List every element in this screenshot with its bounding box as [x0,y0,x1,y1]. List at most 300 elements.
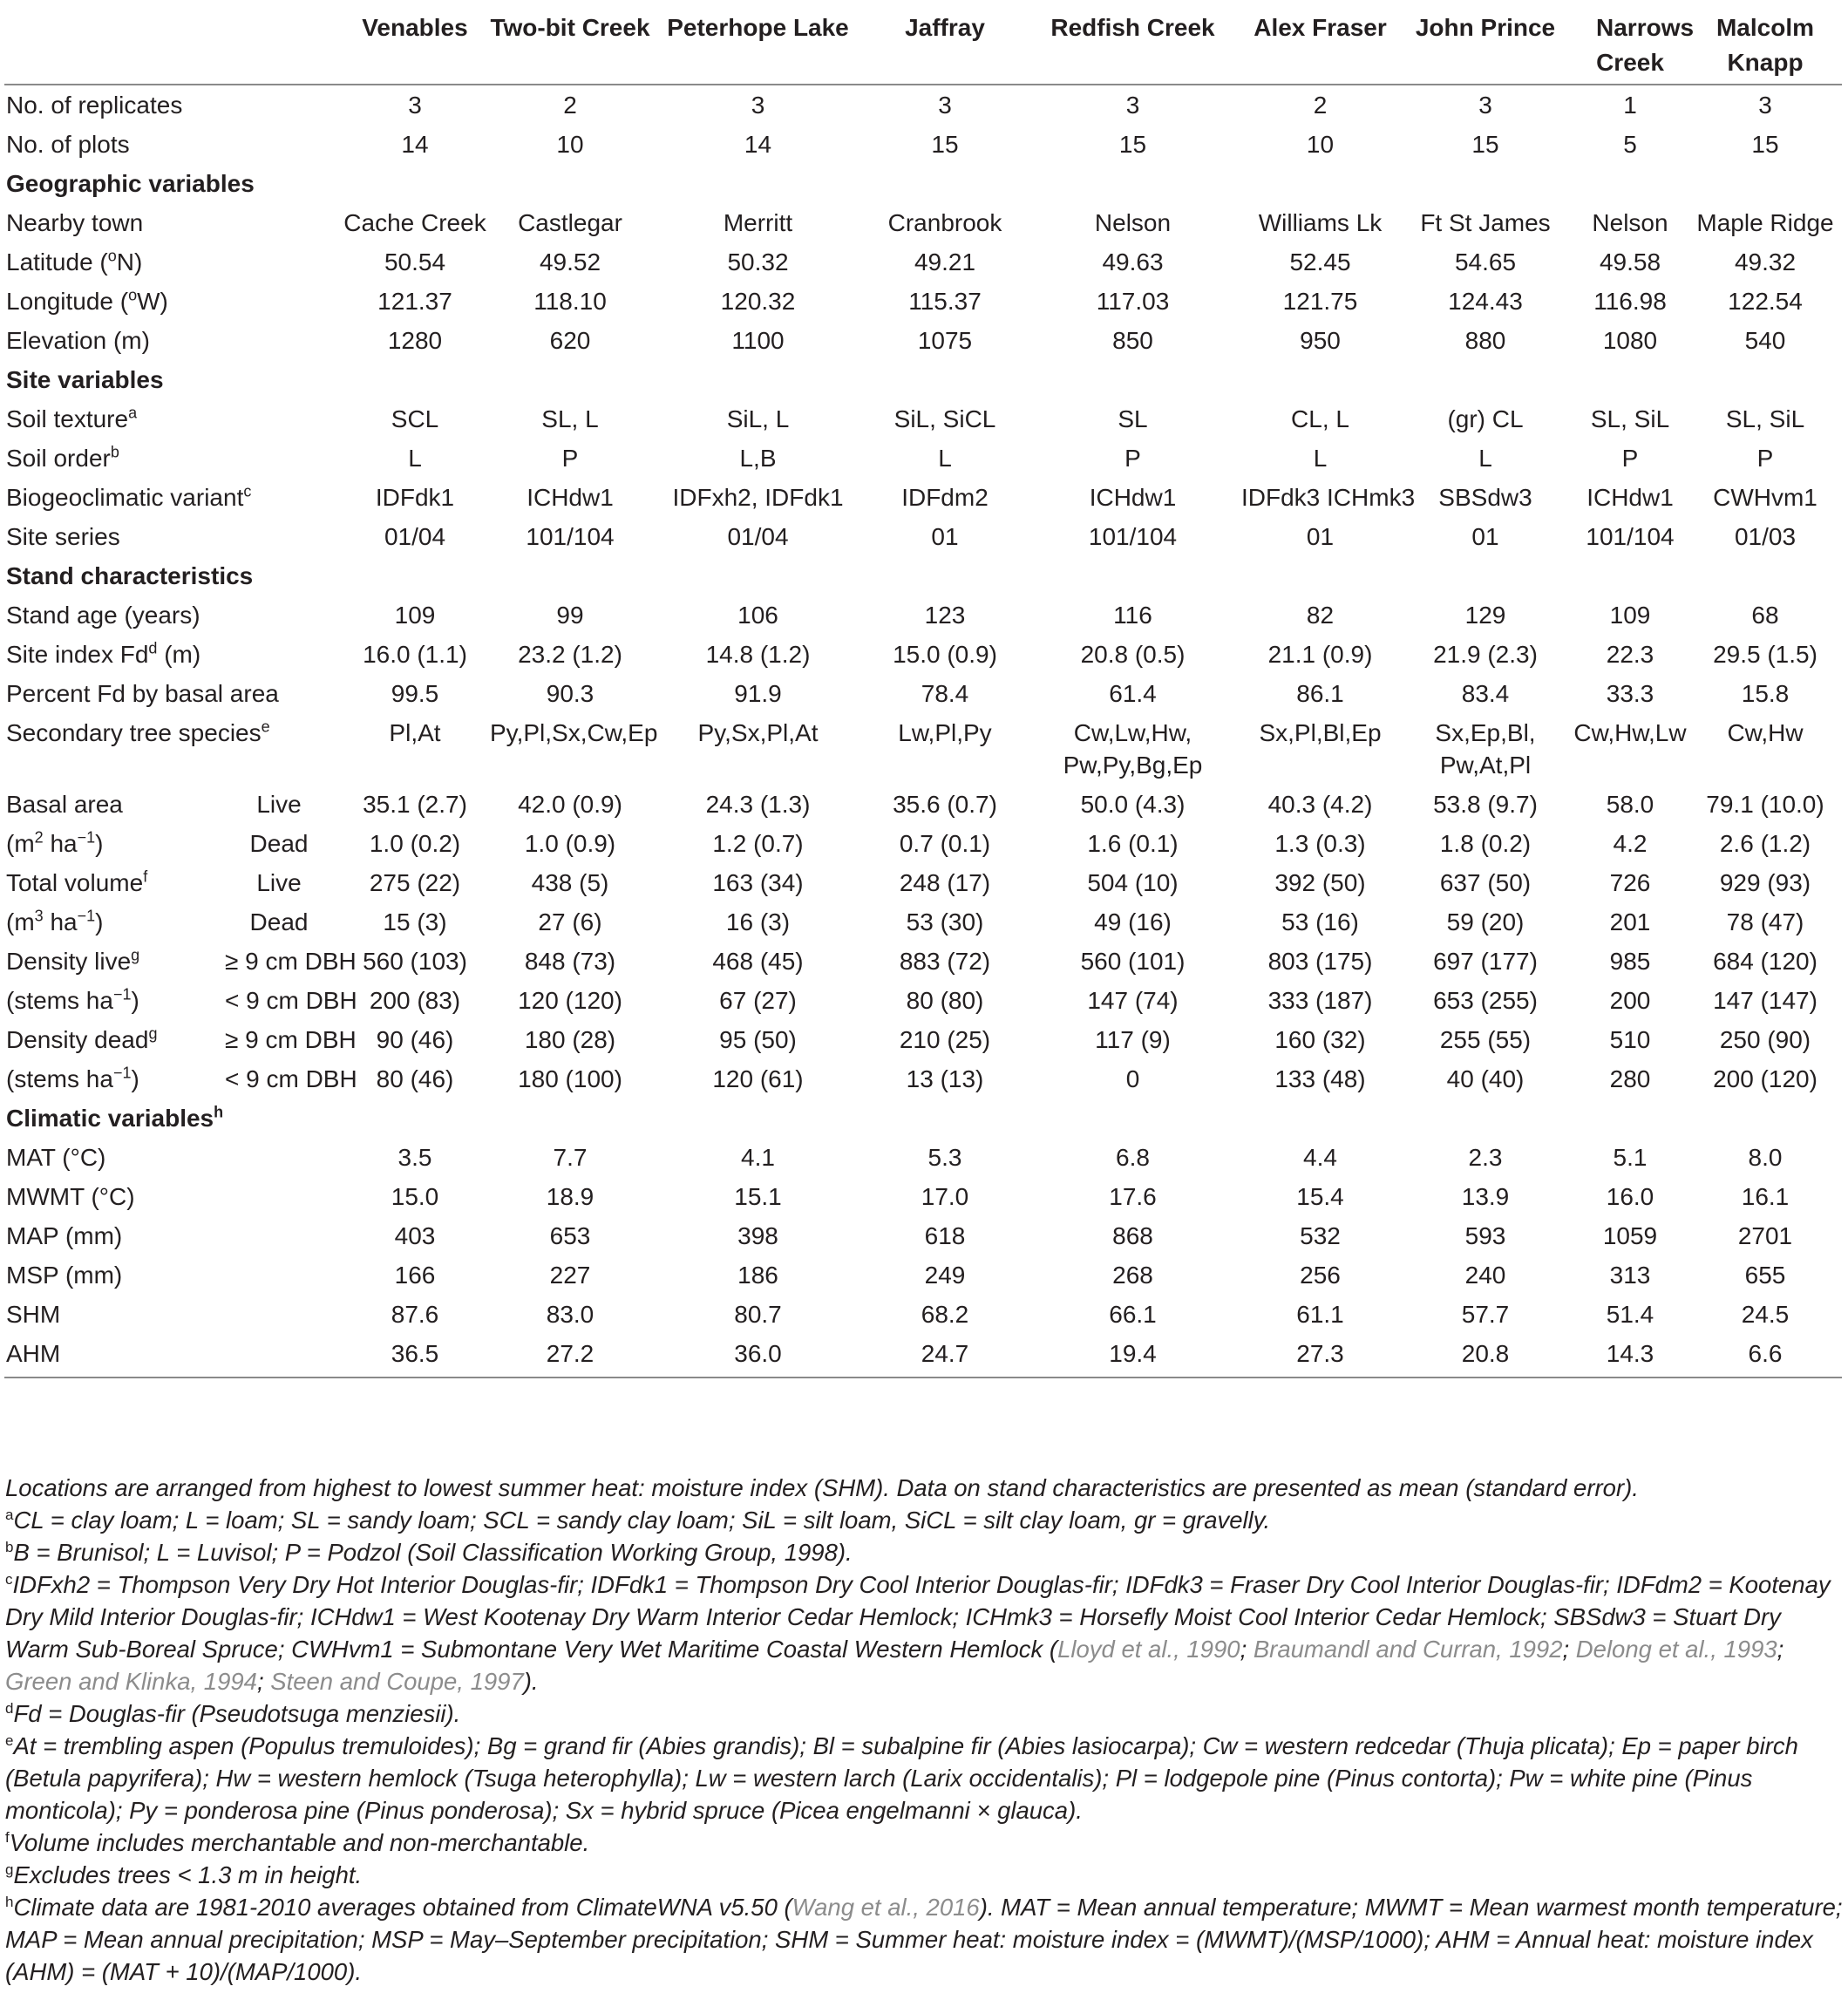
table-cell: SBSdw3 [1438,484,1532,511]
table-cell: 255 (55) [1439,1026,1532,1053]
footnote-mark: f [5,1828,10,1846]
row-sublabel: Dead [249,908,309,935]
table-cell: Lw,Pl,Py [898,719,992,746]
table-cell: 6.8 [1116,1144,1150,1171]
table-cell: 18.9 [546,1183,594,1210]
table-cell: 01 [1471,523,1499,550]
footnote-mark: d [5,1699,14,1717]
table-cell: 5.1 [1613,1144,1648,1171]
row-label [4,478,340,517]
table-cell: P [1756,445,1774,472]
row-label-text: ) [131,987,139,1014]
table-row [4,1020,1842,1059]
section-heading [4,556,1842,595]
footnote-mark: c [5,1570,13,1588]
table-cell: 120 (120) [518,987,622,1014]
table-cell: 13 (13) [906,1065,984,1092]
table-cell: 200 [1609,987,1651,1014]
row-label-text: W) [137,288,168,315]
table-cell: L,B [739,445,777,472]
table-cell: 87.6 [391,1301,439,1328]
footnote-text: IDFxh2 = Thompson Very Dry Hot Interior Douglas-fir; IDFdk1 = Thompson Dry Cool Interior Douglas-fir; IDFdk3 = Fraser Dry Cool Interior Douglas-fir; IDFdm2 = Kootenay Dry Mild Interior Douglas-fir; ICHdw1 = West Kootenay Dry Warm Interior Cedar Hemlock; ICHmk3 = Horsefly Moist Cool Interior Cedar Hemlock; SBSdw3 = Stuart Dry Warm Sub-Boreal Spruce; CWHvm1 = Submontane Very Wet Maritime Coastal Western Hemlock ( [5,1571,1831,1663]
table-cell: 20.8 (0.5) [1080,641,1186,668]
table-cell: 510 [1609,1026,1651,1053]
table-cell: 80.7 [734,1301,782,1328]
table-cell: 27.2 [490,1334,650,1378]
table-footnotes [5,1472,1843,1988]
table-cell: 1.6 (0.1) [1087,830,1179,857]
table-cell: 4.2 [1613,830,1648,857]
row-label [4,1255,340,1295]
table-cell: 16.1 [1741,1183,1790,1210]
table-cell: L [1313,445,1328,472]
row-label-text: MAT (°C) [6,1144,106,1171]
separator: ; [1240,1636,1254,1663]
table-cell: 79.1 (10.0) [1706,791,1824,818]
table-cell: 117.03 [1096,288,1170,315]
col-header: Venables [340,7,490,85]
table-row [4,282,1842,321]
table-cell: 655 [1744,1262,1786,1289]
table-cell: 101/104 [1088,523,1178,550]
row-label [4,1295,340,1334]
table-row [4,902,1842,942]
table-cell: 40.3 (4.2) [1267,791,1373,818]
table-cell: Cw,Hw [1727,719,1804,746]
footnote-intro: Locations are arranged from highest to lowest summer heat: moisture index (SHM). Data on stand characteristics are presented as mean (standard error). [5,1474,1639,1501]
table-cell: 24.3 (1.3) [705,791,811,818]
table-row [4,1138,1842,1177]
table-cell: 438 (5) [531,869,609,896]
table-body [4,85,1842,1378]
table-row [4,85,1842,125]
row-label-text: MSP (mm) [6,1262,123,1289]
table-cell: 249 [924,1262,966,1289]
table-cell: 118.10 [533,288,607,315]
table-cell: 66.1 [1109,1301,1157,1328]
table-cell: Sx,Ep,Bl, Pw,At,Pl [1435,719,1536,779]
table-cell: 15 [1751,131,1779,158]
table-cell: 99.5 [391,680,439,707]
header-blank [4,7,340,85]
table-cell: 14 [744,131,772,158]
table-cell: 68.2 [921,1301,969,1328]
table-cell: 116 [1113,602,1152,629]
table-cell: 1280 [387,327,443,354]
footnote-mark: b [110,443,119,461]
row-label [4,1059,218,1099]
footnote-mark: f [143,867,148,886]
row-label [4,517,340,556]
table-row [4,1334,1842,1378]
table-cell: 15 [931,131,959,158]
row-label [4,902,218,942]
table-cell: 58.0 [1606,791,1654,818]
table-cell: 15 [1118,131,1147,158]
table-cell: Castlegar [518,209,622,236]
table-cell: 52.45 [1289,248,1351,276]
footnote-mark: b [5,1538,14,1555]
row-label [4,399,340,439]
reference-link[interactable]: Delong et al., 1993 [1575,1636,1777,1663]
row-label-text: Total volume [6,869,144,896]
table-cell: 27.3 [1241,1334,1399,1378]
table-cell: 101/104 [1586,523,1675,550]
row-sublabel: < 9 cm DBH [225,987,357,1014]
superscript: −1 [112,985,132,1003]
table-row [4,981,1842,1020]
table-cell: 180 (100) [518,1065,622,1092]
footnote-mark: g [5,1861,14,1878]
footnote-text: Climate data are 1981-2010 averages obtained from ClimateWNA v5.50 ( [13,1894,792,1921]
table-cell: 2.6 (1.2) [1719,830,1811,857]
site-characteristics-table [4,7,1842,1378]
table-cell: 01 [1306,523,1335,550]
table-cell: Cw,Lw,Hw, Pw,Py,Bg,Ep [1063,719,1203,779]
table-cell: 1 [1623,92,1637,119]
reference-link[interactable]: Braumandl and Curran, 1992 [1253,1636,1563,1663]
superscript: d [148,639,158,657]
table-cell: 49 (16) [1094,908,1172,935]
row-label-text: No. of plots [6,131,130,158]
table-cell: 49.58 [1599,248,1661,276]
footnote-mark: h [214,1103,224,1121]
table-cell: 14.8 (1.2) [705,641,811,668]
table-cell: 23.2 (1.2) [518,641,622,668]
table-cell: 17.6 [1109,1183,1157,1210]
col-header: Malcolm Knapp [1688,7,1842,85]
table-cell: 42.0 (0.9) [518,791,622,818]
table-cell: 19.4 [1024,1334,1241,1378]
table-cell: 99 [556,602,584,629]
section-heading [4,164,1842,203]
table-cell: P [1621,445,1639,472]
row-sublabel: Live [256,869,302,896]
row-label [4,1177,340,1216]
table-cell: 49.52 [539,248,601,276]
table-row [4,1059,1842,1099]
table-row [4,1255,1842,1295]
section-label: Stand characteristics [6,562,254,589]
table-cell: SiL, L [726,405,790,432]
table-cell: 210 (25) [899,1026,991,1053]
row-label-text: (stems ha [6,1065,113,1092]
table-cell: 1075 [917,327,973,354]
row-label [4,674,340,713]
table-row [4,125,1842,164]
table-cell: 29.5 (1.5) [1713,641,1817,668]
row-label-text: Biogeoclimatic variant [6,484,244,511]
footnote-text: Volume includes merchantable and non-merchantable. [9,1829,590,1856]
table-cell: SL, SiL [1725,405,1805,432]
superscript: −1 [112,1064,132,1082]
table-cell: 848 (73) [524,948,616,975]
row-label-text: Density live [6,948,132,975]
row-label [4,785,218,824]
table-cell: Williams Lk [1258,209,1383,236]
footnote-g [5,1859,1843,1891]
reference-link[interactable]: Wang et al., 2016 [792,1894,980,1921]
table-cell: 49.21 [914,248,976,276]
table-cell: SL [1118,405,1148,432]
table-cell: L [408,445,422,472]
table-cell: 91.9 [734,680,782,707]
table-cell: 49.32 [1734,248,1797,276]
table-cell: 116.98 [1593,288,1667,315]
footnote-mark: g [131,946,140,964]
superscript: o [107,247,117,265]
section-label: Climatic variables [6,1105,214,1132]
table-cell: 15.1 [734,1183,782,1210]
table-cell: 49.63 [1102,248,1164,276]
table-cell: Nelson [1094,209,1172,236]
row-label-text: MAP (mm) [6,1222,123,1249]
table-cell: 618 [924,1222,966,1249]
table-cell: 24.7 [866,1334,1024,1378]
table-cell: 36.0 [650,1334,866,1378]
row-label-text: (m [6,908,35,935]
table-row [4,399,1842,439]
table-row [4,439,1842,478]
table-cell: Sx,Pl,Bl,Ep [1259,719,1382,746]
table-row [4,478,1842,517]
row-label [4,203,340,242]
row-label-text: ) [95,908,104,935]
table-row [4,242,1842,282]
table-cell: 129 [1464,602,1506,629]
table-cell: 15 (3) [383,908,447,935]
table-cell: 01 [931,523,959,550]
reference-link[interactable]: Green and Klinka, 1994 [5,1668,257,1695]
table-cell: 803 (175) [1267,948,1373,975]
table-cell: 10 [556,131,584,158]
table-row [4,863,1842,902]
table-cell: 14 [401,131,429,158]
reference-link[interactable]: Steen and Coupe, 1997 [270,1668,524,1695]
table-cell: 15.0 (0.9) [893,641,997,668]
table-cell: 67 (27) [719,987,797,1014]
table-cell: 532 [1300,1222,1341,1249]
table-cell: 115.37 [908,288,982,315]
table-cell: Pl,At [389,719,441,746]
table-row [4,785,1842,824]
table-cell: 850 [1112,327,1153,354]
row-sublabel: < 9 cm DBH [225,1065,357,1092]
table-row [4,203,1842,242]
row-label [4,85,340,125]
table-cell: 684 (120) [1713,948,1817,975]
footnote-c [5,1568,1843,1697]
row-label-text: Longitude ( [6,288,129,315]
reference-link[interactable]: Lloyd et al., 1990 [1057,1636,1240,1663]
table-cell: 90 (46) [376,1026,454,1053]
table-cell: 120.32 [720,288,796,315]
table-row [4,635,1842,674]
table-cell: 61.1 [1296,1301,1344,1328]
table-cell: 398 [737,1222,778,1249]
table-cell: 101/104 [526,523,615,550]
table-cell: 33.3 [1606,680,1654,707]
footnote-mark: g [148,1024,158,1043]
table-cell: 2 [1313,92,1328,119]
table-cell: 68 [1751,602,1779,629]
row-label [4,125,340,164]
table-cell: 280 [1609,1065,1651,1092]
table-cell: 1.0 (0.9) [524,830,616,857]
row-label-text: (m) [157,641,201,668]
table-cell: 880 [1464,327,1506,354]
table-cell: 122.54 [1728,288,1803,315]
table-cell: 53 (30) [906,908,984,935]
table-cell: SL, L [541,405,599,432]
table-cell: 0 [1125,1065,1140,1092]
table-cell: 106 [737,602,778,629]
table-cell: 2701 [1737,1222,1793,1249]
table-cell: 1.8 (0.2) [1439,830,1532,857]
table-cell: Nelson [1592,209,1668,236]
table-cell: 22.3 [1606,641,1654,668]
table-cell: 01/04 [384,523,446,550]
table-cell: Cw,Hw,Lw [1573,719,1687,746]
table-cell: 392 (50) [1274,869,1366,896]
row-label-text: ) [131,1065,139,1092]
table-cell: 1059 [1602,1222,1658,1249]
table-cell: 1.3 (0.3) [1274,830,1366,857]
table-cell: Ft St James [1420,209,1551,236]
table-cell: 929 (93) [1719,869,1811,896]
table-cell: 83.4 [1461,680,1510,707]
table-cell: 59 (20) [1446,908,1525,935]
table-row [4,556,1842,595]
table-cell: 16.0 [1606,1183,1654,1210]
row-label [4,282,340,321]
table-cell: 14.3 [1572,1334,1688,1378]
table-cell: P [561,445,579,472]
row-sublabel: ≥ 9 cm DBH [225,1026,357,1053]
footnote-text: Excludes trees < 1.3 m in height. [13,1861,363,1888]
table-cell: 186 [737,1262,778,1289]
table-cell: 256 [1300,1262,1341,1289]
table-cell: 333 (187) [1267,987,1373,1014]
table-cell: L [938,445,952,472]
row-label [4,1020,218,1059]
table-row [4,1177,1842,1216]
row-label [4,1216,340,1255]
table-cell: Py,Pl,Sx,Cw,Ep [490,719,658,746]
table-cell: 2.3 [1468,1144,1503,1171]
footnote-h [5,1891,1843,1988]
row-label-text: N) [116,248,143,276]
table-cell: 1080 [1602,327,1658,354]
table-cell: 16 (3) [725,908,791,935]
table-cell: 7.7 [553,1144,588,1171]
table-row [4,674,1842,713]
table-cell: 166 [394,1262,436,1289]
row-label-text: Soil texture [6,405,129,432]
table-cell: 61.4 [1109,680,1157,707]
col-header: Two-bit Creek [490,7,650,85]
row-label [4,635,340,674]
table-cell: 4.4 [1303,1144,1337,1171]
table-cell: 20.8 [1399,1334,1572,1378]
table-row [4,1216,1842,1255]
table-cell: 950 [1300,327,1341,354]
table-cell: 50.0 (4.3) [1080,791,1186,818]
table-cell: ICHdw1 [1586,484,1674,511]
table-cell: 21.9 (2.3) [1433,641,1538,668]
table-row [4,321,1842,360]
table-cell: 4.1 [741,1144,775,1171]
row-label-text: SHM [6,1301,61,1328]
table-cell: 13.9 [1461,1183,1510,1210]
table-cell: 6.6 [1688,1334,1842,1378]
table-cell: 227 [549,1262,591,1289]
header-row [4,7,1842,85]
table-row [4,595,1842,635]
table-cell: 01/03 [1734,523,1797,550]
table-cell: SL, SiL [1590,405,1670,432]
table-cell: 403 [394,1222,436,1249]
table-cell: 16.0 (1.1) [363,641,467,668]
table-cell: 697 (177) [1433,948,1538,975]
footnote-a [5,1504,1843,1536]
table-cell: 15.4 [1296,1183,1344,1210]
table-cell: 3.5 [397,1144,432,1171]
table-cell: 985 [1609,948,1651,975]
table-cell: 240 [1464,1262,1506,1289]
table-cell: 3 [938,92,952,119]
table-cell: SCL [391,405,439,432]
table-cell: Maple Ridge [1696,209,1834,236]
table-row [4,942,1842,981]
table-cell: 01/04 [727,523,789,550]
footnote-text: At = trembling aspen (Populus tremuloides); Bg = grand fir (Abies grandis); Bl = subalpine fir (Abies lasiocarpa); Cw = western redcedar (Thuja plicata); Ep = paper birch (Betula papyrifera); Hw = western hemlock (Tsuga heterophylla); Lw = western larch (Larix occidentalis); Pl = lodgepole pine (Pinus contorta); Pw = white pine (Pinus monticola); Py = ponderosa pine (Pinus ponderosa); Sx = hybrid spruce (Picea engelmanni × glauca). [5,1732,1798,1824]
table-cell: 1100 [731,327,785,354]
footnote-text: B = Brunisol; L = Luvisol; P = Podzol (Soil Classification Working Group, 1998). [13,1539,853,1566]
row-label [4,595,340,635]
table-cell: 593 [1464,1222,1506,1249]
table-cell: 82 [1306,602,1335,629]
footnote-text: Fd = Douglas-fir (Pseudotsuga menziesii). [13,1700,461,1727]
table-cell: 868 [1112,1222,1153,1249]
table-cell: 120 (61) [712,1065,804,1092]
table-cell: Cache Creek [343,209,486,236]
table-cell: 160 (32) [1274,1026,1366,1053]
footnote-mark: h [5,1893,14,1910]
table-cell: 27 (6) [538,908,602,935]
table-cell: 21.1 (0.9) [1267,641,1373,668]
table-cell: 1.0 (0.2) [369,830,461,857]
table-cell: P [1124,445,1141,472]
table-cell: IDFdm2 [901,484,989,511]
table-cell: 78.4 [921,680,969,707]
row-label [4,981,218,1020]
table-cell: 24.5 [1741,1301,1790,1328]
separator: ; [256,1668,271,1695]
row-label [4,863,218,902]
table-cell: 15 [1471,131,1499,158]
table-cell: 620 [549,327,591,354]
row-label-text: ha [43,908,78,935]
table-cell: CWHvm1 [1713,484,1817,511]
col-header: Narrows Creek [1572,7,1688,85]
superscript: −1 [77,828,96,847]
table-cell: 80 (80) [906,987,984,1014]
row-label-text: No. of replicates [6,92,183,119]
table-cell: 653 [549,1222,591,1249]
table-cell: 123 [924,602,966,629]
table-cell: 133 (48) [1274,1065,1366,1092]
